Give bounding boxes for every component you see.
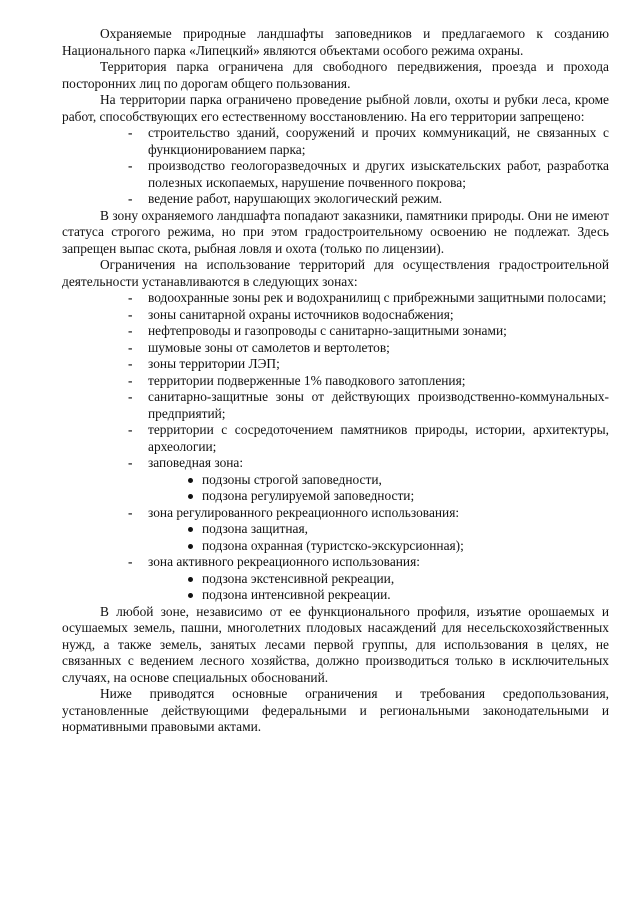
- bullet-icon: [188, 527, 193, 532]
- list-item: - водоохранные зоны рек и водохранилищ с прибрежными защитными полосами;: [128, 290, 607, 305]
- list-item: подзона охранная (туристско-экскурсионная);: [62, 538, 609, 555]
- list-item: - зона регулированного рекреационного использования: подзона защитная, подзона охранная (туристско-экскурсионная);: [62, 505, 609, 555]
- list-item: - территории подверженные 1% паводкового затопления;: [128, 372, 466, 388]
- dash-marker: -: [128, 323, 133, 338]
- list-item: - зоны санитарной охраны источников водоснабжения;: [128, 306, 454, 322]
- list-item: подзона защитная,: [62, 521, 609, 538]
- list-item: - производство геологоразведочных и других изыскательских работ, разработка полезных ископаемых, нарушение почвенного покрова;: [128, 158, 609, 190]
- regulated-recreation-subzones-list: [148, 521, 609, 554]
- list-item: - зона активного рекреационного использования: подзона экстенсивной рекреации, подзона интенсивной рекреации.: [62, 554, 609, 604]
- list-item: - зоны территории ЛЭП;: [128, 356, 280, 371]
- bullet-icon: [188, 494, 193, 499]
- dash-marker: -: [128, 339, 133, 355]
- active-recreation-subzones-list: [148, 571, 609, 604]
- document-page: [62, 26, 609, 736]
- paragraph-requirements-intro: Ниже приводятся основные ограничения и требования средопользования, установленные действующими федеральными и региональными законодательными и нормативными правовыми актами.: [62, 686, 609, 734]
- zones-list: [62, 290, 609, 604]
- dash-marker: -: [128, 372, 133, 388]
- dash-marker: -: [128, 158, 133, 173]
- list-item: - заповедная зона: подзоны строгой заповедности, подзона регулируемой заповедности;: [62, 455, 609, 505]
- dash-marker: -: [128, 422, 133, 437]
- reserve-subzones-list: [148, 472, 609, 505]
- dash-marker: -: [128, 389, 133, 404]
- paragraph-park-access: Территория парка ограничена для свободного передвижения, проезда и прохода посторонних лиц по дорогам общего пользования.: [62, 59, 609, 91]
- list-item: - санитарно-защитные зоны от действующих производственно-коммунальных-предприятий;: [128, 389, 609, 421]
- paragraph-land-withdrawal: В любой зоне, независимо от ее функционального профиля, изъятие орошаемых и осушаемых земель, пашни, многолетних плодовых насаждений для несельскохозяйственных нужд, а также земель, занятых лесами первой группы, для использования в целях, не связанных с ведением лесного хозяйства, должно производиться только в исключительных случаях, на основе специальных обоснований.: [62, 603, 609, 685]
- bullet-icon: [188, 478, 193, 483]
- list-item: подзона экстенсивной рекреации,: [62, 571, 609, 588]
- bullet-icon: [188, 544, 193, 549]
- dash-marker: -: [128, 306, 133, 322]
- list-item: - строительство зданий, сооружений и прочих коммуникаций, не связанных с функционированием парка;: [128, 125, 609, 157]
- paragraph-park-restrictions: На территории парка ограничено проведение рыбной ловли, охоты и рубки леса, кроме работ, способствующих его естественному восстановлению. На его территории запрещено:: [62, 92, 609, 124]
- paragraph-zone-restrictions: Ограничения на использование территорий для осуществления градостроительной деятельности устанавливаются в следующих зонах:: [62, 257, 609, 289]
- dash-marker: -: [128, 455, 133, 470]
- list-item: подзоны строгой заповедности,: [62, 472, 609, 489]
- dash-marker: -: [128, 125, 133, 140]
- dash-marker: -: [128, 356, 133, 371]
- dash-marker: -: [128, 290, 133, 305]
- list-item: подзона интенсивной рекреации.: [62, 587, 609, 604]
- list-item: - территории с сосредоточением памятников природы, истории, архитектуры, археологии;: [128, 422, 609, 454]
- paragraph-protected-landscapes: Охраняемые природные ландшафты заповедников и предлагаемого к созданию Национального парка «Липецкий» являются объектами особого режима охраны.: [62, 26, 609, 58]
- prohibited-list: [62, 125, 609, 208]
- dash-marker: -: [128, 554, 133, 569]
- bullet-icon: [188, 593, 193, 598]
- bullet-icon: [188, 577, 193, 582]
- list-item: - шумовые зоны от самолетов и вертолетов;: [128, 339, 390, 355]
- list-item: - ведение работ, нарушающих экологический режим.: [128, 191, 443, 206]
- list-item: - нефтепроводы и газопроводы с санитарно-защитными зонами;: [128, 323, 507, 338]
- dash-marker: -: [128, 504, 133, 520]
- dash-marker: -: [128, 191, 133, 206]
- list-item: подзона регулируемой заповедности;: [62, 488, 609, 505]
- paragraph-landscape-zone: В зону охраняемого ландшафта попадают заказники, памятники природы. Они не имеют статуса строгого режима, но при этом градостроительному освоению не подлежат. Здесь запрещен выпас скота, рыбная ловля и охота (только по лицензии).: [62, 207, 609, 256]
